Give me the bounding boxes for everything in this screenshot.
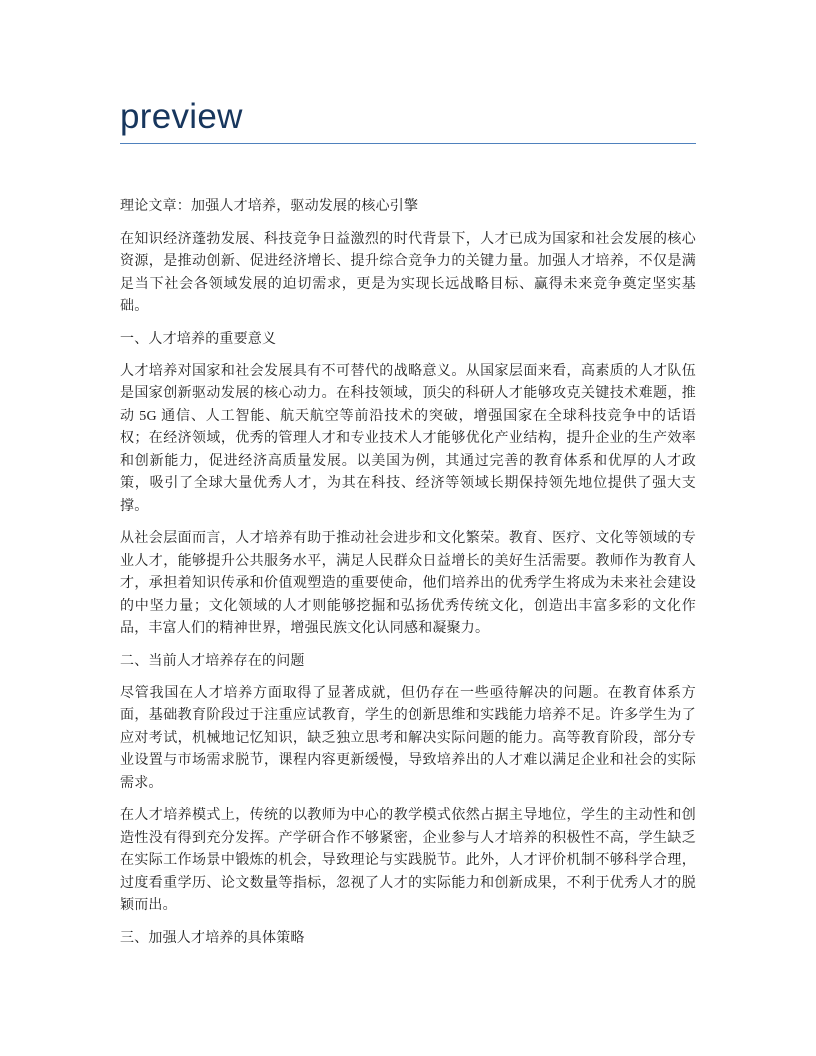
article-title: 理论文章：加强人才培养，驱动发展的核心引擎	[120, 199, 419, 214]
title-underline	[120, 143, 696, 144]
body-paragraph: 从社会层面而言，人才培养有助于推动社会进步和文化繁荣。教育、医疗、文化等领域的专业人才，能够提升公共服务水平，满足人民群众日益增长的美好生活需要。教师作为教育人才，承担着知识传承和价值观塑造的重要使命，他们培养出的优秀学生将成为未来社会建设的中坚力量；文化领域的人才则能够挖掘和弘扬优秀传统文化，创造出丰富多彩的文化作品，丰富人们的精神世界，增强民族文化认同感和凝聚力。	[120, 531, 696, 636]
intro-paragraph: 在知识经济蓬勃发展、科技竞争日益激烈的时代背景下，人才已成为国家和社会发展的核心资源，是推动创新、促进经济增长、提升综合竞争力的关键力量。加强人才培养，不仅是满足当下社会各领域发展的迫切需求，更是为实现长远战略目标、赢得未来竞争奠定坚实基础。	[120, 231, 696, 314]
body-paragraph: 人才培养对国家和社会发展具有不可替代的战略意义。从国家层面来看，高素质的人才队伍是国家创新驱动发展的核心动力。在科技领域，顶尖的科研人才能够攻克关键技术难题，推动 5G 通信、人工智能、航天航空等前沿技术的突破，增强国家在全球科技竞争中的话语权；在经济领域，优秀的管理人才和专业技术人才能够优化产业结构，提升企业的生产效率和创新能力，促进经济高质量发展。以美国为例，其通过完善的教育体系和优厚的人才政策，吸引了全球大量优秀人才，为其在科技、经济等领域长期保持领先地位提供了强大支撑。	[120, 363, 696, 514]
section-heading-2: 二、当前人才培养存在的问题	[120, 653, 305, 669]
body-paragraph: 在人才培养模式上，传统的以教师为中心的教学模式依然占据主导地位，学生的主动性和创造性没有得到充分发挥。产学研合作不够紧密，企业参与人才培养的积极性不高，学生缺乏在实际工作场景中锻炼的机会，导致理论与实践脱节。此外，人才评价机制不够科学合理，过度看重学历、论文数量等指标，忽视了人才的实际能力和创新成果，不利于优秀人才的脱颖而出。	[120, 808, 696, 913]
body-paragraph: 尽管我国在人才培养方面取得了显著成就，但仍存在一些亟待解决的问题。在教育体系方面，基础教育阶段过于注重应试教育，学生的创新思维和实践能力培养不足。许多学生为了应对考试，机械地记忆知识，缺乏独立思考和解决实际问题的能力。高等教育阶段，部分专业设置与市场需求脱节，课程内容更新缓慢，导致培养出的人才难以满足企业和社会的实际需求。	[120, 685, 696, 791]
section-heading-1: 一、人才培养的重要意义	[120, 331, 277, 347]
document-body	[120, 196, 696, 960]
section-heading-3: 三、加强人才培养的具体策略	[120, 930, 305, 946]
document-title: preview	[120, 97, 243, 136]
